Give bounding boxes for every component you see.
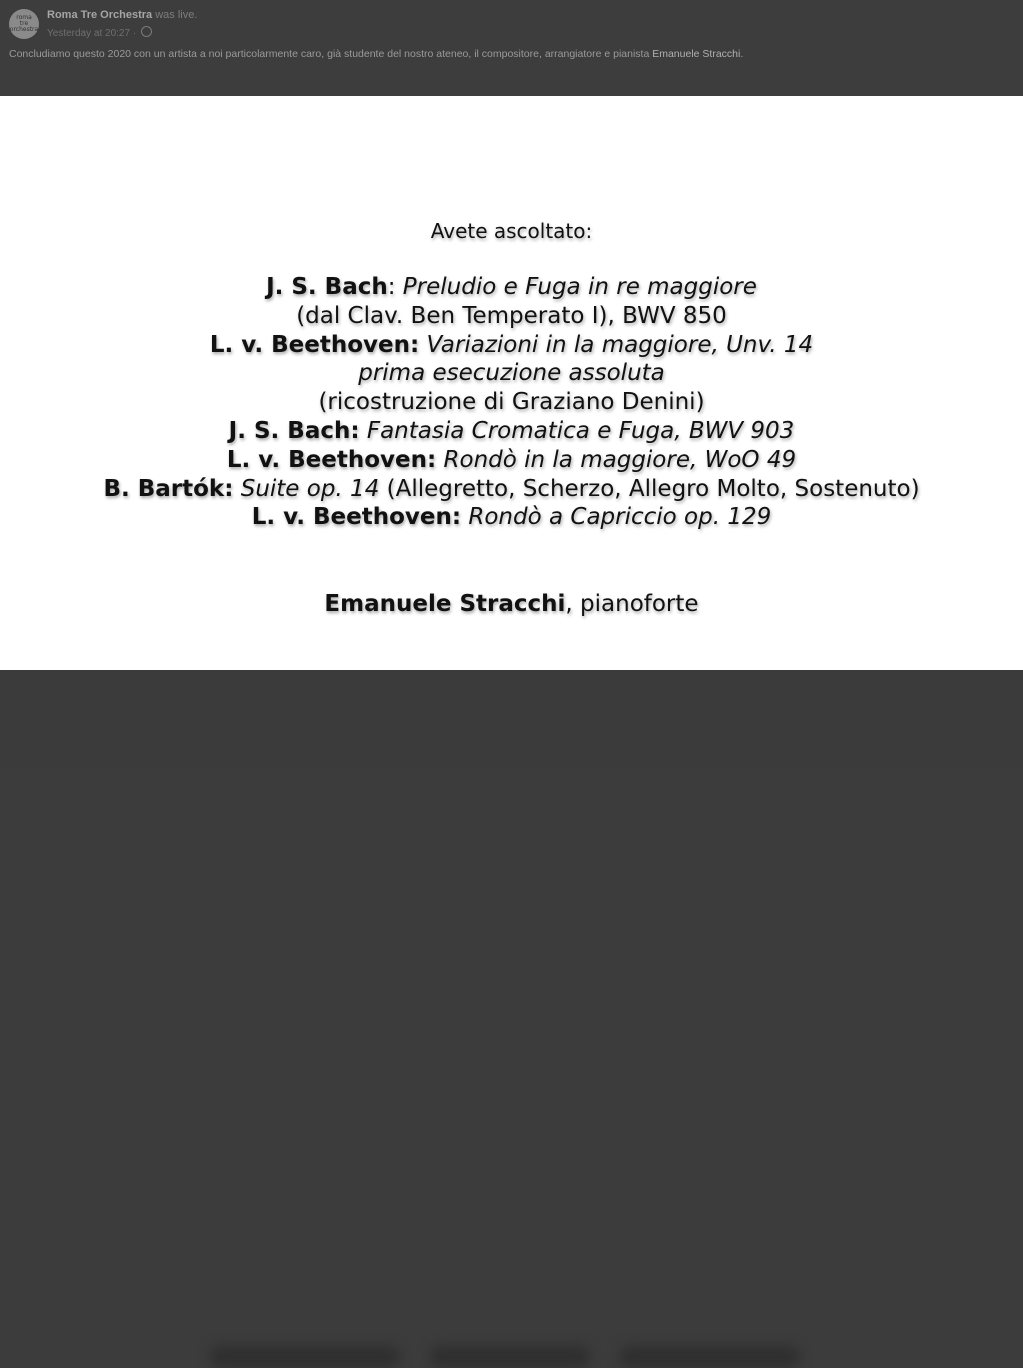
sep	[419, 332, 426, 358]
program-line	[0, 274, 1023, 300]
piece-title: Rondò in la maggiore, WoO 49	[443, 446, 797, 473]
program-line	[0, 389, 1023, 415]
sep	[436, 447, 443, 473]
piece-detail: (dal Clav. Ben Temperato I), BWV 850	[296, 302, 727, 329]
slide-heading: Avete ascoltato:	[430, 219, 593, 243]
composer: L. v. Beethoven:	[209, 331, 420, 358]
program-line	[0, 504, 1023, 530]
avatar-text: roma	[16, 14, 32, 21]
caption-end: .	[740, 48, 744, 60]
piece-title: Suite op. 14	[240, 475, 380, 502]
video-controls-area	[0, 670, 1023, 767]
piece-title: prima esecuzione assoluta	[358, 360, 665, 387]
post-timestamp[interactable]: Yesterday at 20:27	[47, 28, 131, 39]
sep	[233, 476, 240, 502]
program-line	[0, 332, 1023, 358]
piece-title: Fantasia Cromatica e Fuga, BWV 903	[366, 418, 795, 444]
post-meta	[47, 26, 152, 39]
avatar-text: orchestra	[9, 26, 39, 33]
author-name-link[interactable]: Roma Tre Orchestra	[47, 9, 153, 21]
post-author-line	[47, 9, 197, 21]
program-line	[0, 418, 1023, 444]
composer: J. S. Bach	[266, 274, 388, 300]
performer-line	[0, 591, 1023, 617]
blurred-control	[430, 1346, 590, 1368]
piece-title: Rondò a Capriccio op. 129	[468, 504, 772, 531]
caption-name-link[interactable]: Emanuele Stracchi	[652, 48, 741, 60]
piece-title: Variazioni in la maggiore, Unv. 14	[426, 331, 814, 358]
program-line	[0, 303, 1023, 329]
piece-detail: (ricostruzione di Graziano Denini)	[318, 389, 705, 416]
post-header	[0, 0, 1023, 96]
composer: L. v. Beethoven:	[226, 446, 437, 473]
video-slide[interactable]	[0, 96, 1023, 670]
instrument: , pianoforte	[565, 591, 699, 617]
piece-title: Preludio e Fuga in re maggiore	[402, 274, 757, 300]
program-line	[0, 360, 1023, 386]
composer: L. v. Beethoven:	[251, 504, 462, 531]
live-status: was live.	[155, 9, 198, 21]
composer: J. S. Bach:	[228, 418, 360, 444]
program-line	[0, 476, 1023, 502]
avatar-text: tre	[19, 20, 29, 27]
program-line	[0, 447, 1023, 473]
post-caption	[9, 48, 743, 60]
separator: ·	[132, 28, 137, 39]
globe-icon	[141, 26, 152, 37]
caption-text: Concludiamo questo 2020 con un artista a noi particolarmente caro, già studente del nostro ateneo, il compositore, arrangiatore e pianista	[9, 48, 653, 60]
page-avatar[interactable]	[9, 9, 39, 39]
blurred-control	[210, 1346, 400, 1368]
piece-detail: (Allegretto, Scherzo, Allegro Molto, Sostenuto)	[379, 475, 920, 502]
composer: B. Bartók:	[103, 475, 234, 502]
performer-name: Emanuele Stracchi	[324, 591, 566, 617]
blurred-control	[620, 1346, 800, 1368]
sep: :	[387, 274, 403, 300]
sep	[360, 418, 367, 444]
